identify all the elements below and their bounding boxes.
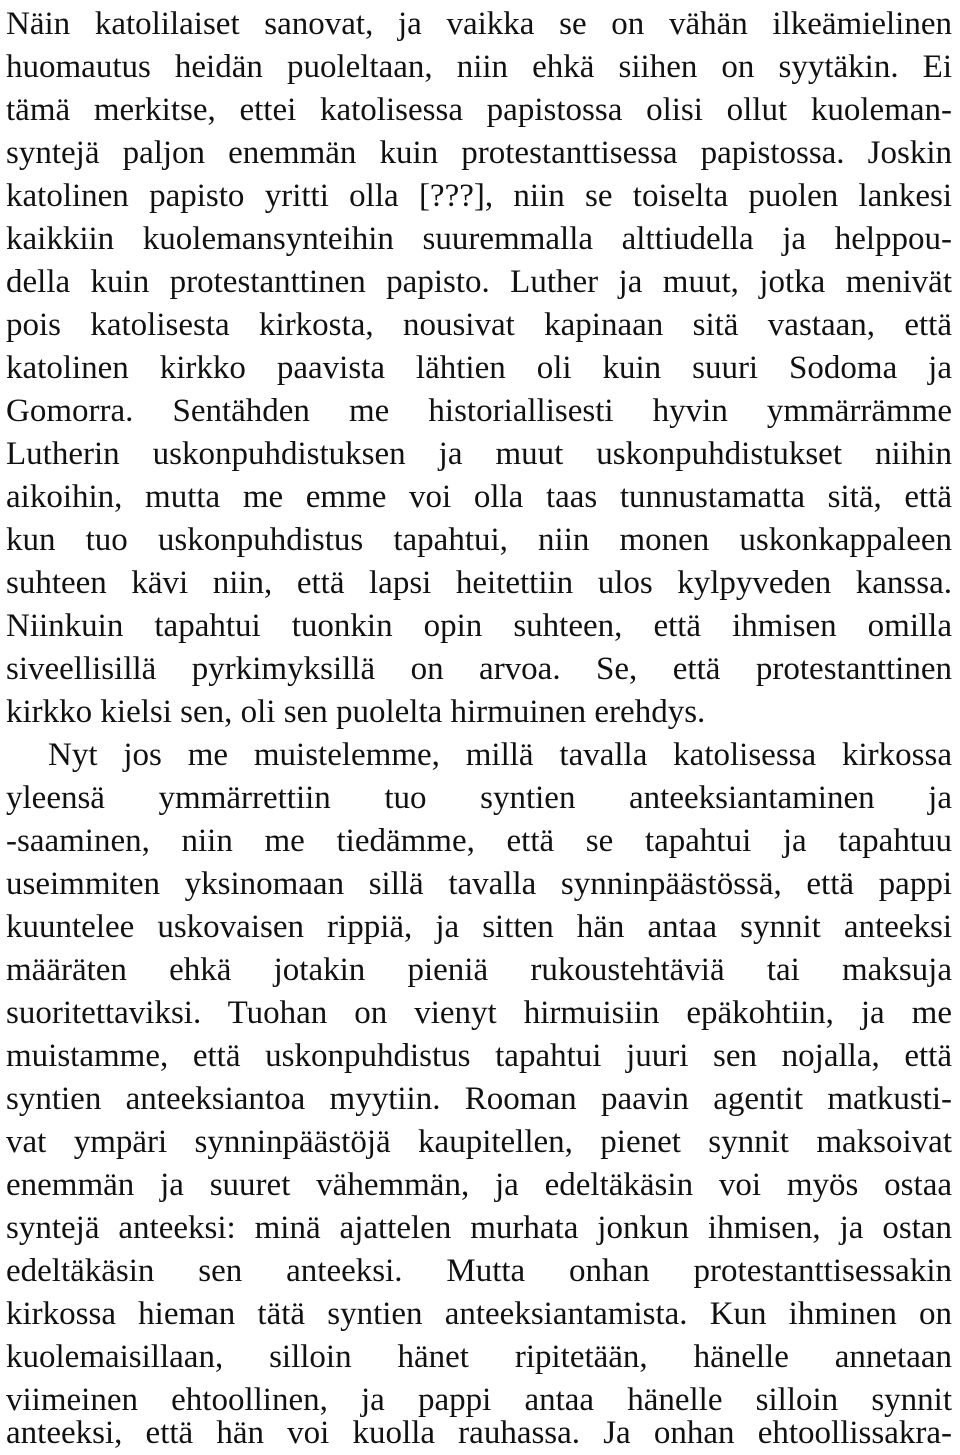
text-line: yleensä ymmärrettiin tuo syntien anteeksiantaminen ja [6,780,952,816]
text-line: della kuin protestanttinen papisto. Luther ja muut, jotka menivät [6,264,952,300]
text-line: Lutherin uskonpuhdistuksen ja muut uskonpuhdistukset niihin [6,436,952,472]
text-line: viimeinen ehtoollinen, ja pappi antaa hänelle silloin synnit [6,1382,952,1418]
text-line: muistamme, että uskonpuhdistus tapahtui juuri sen nojalla, että [6,1038,952,1074]
text-line: katolinen papisto yritti olla [???], niin se toiselta puolen lankesi [6,178,952,214]
text-line: aikoihin, mutta me emme voi olla taas tunnustamatta sitä, että [6,479,952,515]
text-line: -saaminen, niin me tiedämme, että se tapahtui ja tapahtuu [6,823,952,859]
text-line: kuuntelee uskovaisen rippiä, ja sitten hän antaa synnit anteeksi [6,909,952,945]
text-line: enemmän ja suuret vähemmän, ja edeltäkäsin voi myös ostaa [6,1167,952,1203]
text-line: useimmiten yksinomaan sillä tavalla synninpäästössä, että pappi [6,866,952,902]
text-line: Niinkuin tapahtui tuonkin opin suhteen, että ihmisen omilla [6,608,952,644]
text-line: kaikkiin kuolemansynteihin suuremmalla alttiudella ja helppou- [6,221,952,257]
text-line: anteeksi, että hän voi kuolla rauhassa. Ja onhan ehtoollissakra- [6,1415,952,1451]
text-line: kun tuo uskonpuhdistus tapahtui, niin monen uskonkappaleen [6,522,952,558]
text-line: suoritettaviksi. Tuohan on vienyt hirmuisiin epäkohtiin, ja me [6,995,952,1031]
text-line: määräten ehkä jotakin pieniä rukoustehtäviä tai maksuja [6,952,952,988]
text-line: edeltäkäsin sen anteeksi. Mutta onhan protestanttisessakin [6,1253,952,1289]
text-line: kirkko kielsi sen, oli sen puolelta hirmuinen erehdys. [6,694,706,730]
text-line: Nyt jos me muistelemme, millä tavalla katolisessa kirkossa [48,737,952,773]
text-line: katolinen kirkko paavista lähtien oli kuin suuri Sodoma ja [6,350,952,386]
text-line: syntien anteeksiantoa myytiin. Rooman paavin agentit matkusti- [6,1081,952,1117]
text-line: suhteen kävi niin, että lapsi heitettiin ulos kylpyveden kanssa. [6,565,952,601]
text-line: Gomorra. Sentähden me historiallisesti hyvin ymmärrämme [6,393,952,429]
text-line: pois katolisesta kirkosta, nousivat kapinaan sitä vastaan, että [6,307,952,343]
text-line: siveellisillä pyrkimyksillä on arvoa. Se, että protestanttinen [6,651,952,687]
text-line: vat ympäri synninpäästöjä kaupitellen, pienet synnit maksoivat [6,1124,952,1160]
text-line: kuolemaisillaan, silloin hänet ripitetään, hänelle annetaan [6,1339,952,1375]
text-line: syntejä paljon enemmän kuin protestanttisessa papistossa. Joskin [6,135,952,171]
text-line: tämä merkitse, ettei katolisessa papistossa olisi ollut kuoleman- [6,92,952,128]
text-line: kirkossa hieman tätä syntien anteeksiantamista. Kun ihminen on [6,1296,952,1332]
text-line: Näin katolilaiset sanovat, ja vaikka se on vähän ilkeämielinen [6,6,952,42]
text-line: huomautus heidän puoleltaan, niin ehkä siihen on syytäkin. Ei [6,49,952,85]
text-line: syntejä anteeksi: minä ajattelen murhata jonkun ihmisen, ja ostan [6,1210,952,1246]
